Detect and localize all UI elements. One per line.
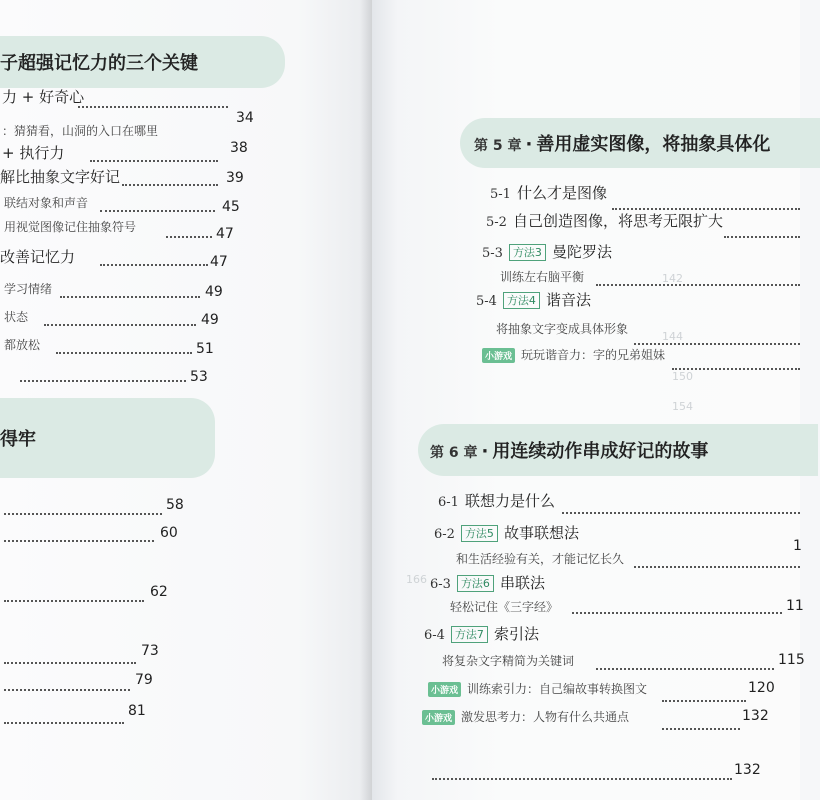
method-badge: 方法4 bbox=[503, 292, 540, 309]
leader-dots bbox=[78, 106, 228, 108]
show-through-text: 166 bbox=[406, 573, 427, 586]
entry-text: 训练索引力：自己编故事转换图文 bbox=[467, 682, 648, 696]
leader-dots bbox=[100, 264, 208, 266]
leader-dots bbox=[4, 662, 136, 664]
toc-entry bbox=[4, 336, 40, 353]
leader-dots bbox=[4, 722, 124, 724]
page-number: 45 bbox=[222, 199, 240, 215]
entry-text: 谐音法 bbox=[545, 291, 591, 309]
toc-subentry bbox=[500, 268, 584, 285]
page-number: 60 bbox=[160, 525, 178, 541]
mini-game-badge: 小游戏 bbox=[428, 682, 461, 697]
chapter-heading bbox=[430, 437, 708, 463]
page-number: 53 bbox=[190, 369, 208, 385]
page-number: 39 bbox=[226, 170, 244, 186]
page-number: 11 bbox=[786, 598, 804, 614]
entry-text: 轻松记住《三字经》 bbox=[450, 600, 559, 614]
toc-subentry bbox=[450, 598, 558, 615]
method-badge: 方法7 bbox=[451, 626, 488, 643]
entry-text: 将抽象文字变成具体形象 bbox=[496, 322, 629, 336]
page-number: 115 bbox=[778, 652, 805, 668]
entry-text: 状态 bbox=[4, 310, 29, 324]
leader-dots bbox=[662, 728, 740, 730]
page-number: 62 bbox=[150, 584, 168, 600]
leader-dots bbox=[596, 284, 800, 286]
entry-text: 用视觉图像记住抽象符号 bbox=[4, 220, 137, 234]
toc-entry bbox=[486, 210, 723, 231]
leader-dots bbox=[662, 700, 746, 702]
method-badge: 方法3 bbox=[509, 244, 546, 261]
toc-subentry bbox=[456, 550, 624, 567]
toc-subentry bbox=[422, 708, 629, 725]
chapter-title: 用连续动作串成好记的故事 bbox=[492, 441, 709, 462]
entry-text: 力 + 好奇心 bbox=[2, 88, 85, 106]
page-number: 73 bbox=[141, 643, 159, 659]
show-through-text: 150 bbox=[672, 370, 693, 383]
toc-entry bbox=[482, 241, 612, 262]
entry-text: 玩玩谐音力：字的兄弟姐妹 bbox=[521, 348, 666, 362]
entry-text: 什么才是图像 bbox=[516, 184, 607, 202]
leader-dots bbox=[122, 184, 218, 186]
section-number: 6-4 bbox=[424, 628, 445, 643]
leader-dots bbox=[4, 513, 162, 515]
toc-entry bbox=[434, 522, 579, 543]
chapter-5-banner bbox=[460, 118, 820, 168]
leader-dots bbox=[596, 668, 774, 670]
toc-entry bbox=[2, 122, 158, 139]
chapter-title: 得牢 bbox=[0, 429, 36, 450]
chapter-title: 子超强记忆力的三个关键 bbox=[0, 53, 198, 74]
leader-dots bbox=[166, 236, 212, 238]
chapter-banner-bottom bbox=[0, 398, 215, 478]
entry-text: 都放松 bbox=[4, 338, 41, 352]
entry-text: 联结对象和声音 bbox=[4, 196, 89, 210]
toc-entry bbox=[438, 490, 555, 511]
entry-text: 和生活经验有关，才能记忆长久 bbox=[456, 552, 625, 566]
leader-dots bbox=[432, 778, 732, 780]
page-number: 79 bbox=[135, 672, 153, 688]
toc-subentry bbox=[442, 652, 574, 669]
chapter-separator: · bbox=[481, 441, 489, 462]
page-number: 47 bbox=[216, 226, 234, 242]
toc-entry bbox=[0, 166, 120, 187]
entry-text: 将复杂文字精简为关键词 bbox=[442, 654, 575, 668]
leader-dots bbox=[60, 296, 200, 298]
right-page bbox=[372, 0, 805, 800]
show-through-text: 142 bbox=[662, 272, 683, 285]
entry-text: 索引法 bbox=[493, 625, 539, 643]
section-number: 5-1 bbox=[490, 187, 511, 202]
leader-dots bbox=[4, 600, 144, 602]
toc-subentry bbox=[482, 346, 665, 363]
show-through-text: 154 bbox=[672, 400, 693, 413]
toc-subentry bbox=[428, 680, 647, 697]
chapter-title: 善用虚实图像，将抽象具体化 bbox=[536, 134, 771, 155]
entry-text: 激发思考力：人物有什么共通点 bbox=[461, 710, 630, 724]
section-number: 5-3 bbox=[482, 246, 503, 261]
leader-dots bbox=[634, 343, 800, 345]
page-number: 49 bbox=[205, 284, 223, 300]
page-number: 58 bbox=[166, 497, 184, 513]
chapter-banner-top bbox=[0, 36, 285, 88]
chapter-separator: · bbox=[525, 134, 533, 155]
left-page bbox=[0, 0, 372, 800]
page-number: 1 bbox=[793, 538, 802, 554]
toc-entry bbox=[0, 246, 75, 267]
show-through-text: 144 bbox=[662, 330, 683, 343]
page-number: 51 bbox=[196, 341, 214, 357]
leader-dots bbox=[562, 512, 800, 514]
leader-dots bbox=[4, 540, 154, 542]
mini-game-badge: 小游戏 bbox=[482, 348, 515, 363]
toc-entry bbox=[4, 218, 136, 235]
section-number: 6-1 bbox=[438, 495, 459, 510]
entry-text: ：猜猜看，山洞的入口在哪里 bbox=[2, 124, 159, 138]
toc-subentry bbox=[496, 320, 628, 337]
page-number: 34 bbox=[236, 110, 254, 126]
page-number: 47 bbox=[210, 254, 228, 270]
method-badge: 方法6 bbox=[457, 575, 494, 592]
entry-text: 解比抽象文字好记 bbox=[0, 168, 121, 186]
leader-dots bbox=[56, 352, 192, 354]
toc-entry bbox=[2, 86, 84, 107]
leader-dots bbox=[90, 160, 218, 162]
chapter-number: 第 6 章 bbox=[430, 445, 478, 461]
leader-dots bbox=[672, 368, 800, 370]
leader-dots bbox=[724, 236, 800, 238]
toc-entry bbox=[424, 623, 539, 644]
page-number: 132 bbox=[742, 708, 769, 724]
chapter-6-banner bbox=[418, 424, 818, 476]
method-badge: 方法5 bbox=[461, 525, 498, 542]
leader-dots bbox=[634, 566, 800, 568]
leader-dots bbox=[100, 210, 215, 212]
section-number: 5-4 bbox=[476, 294, 497, 309]
page-number: 49 bbox=[201, 312, 219, 328]
leader-dots bbox=[4, 689, 130, 691]
mini-game-badge: 小游戏 bbox=[422, 710, 455, 725]
entry-text: 故事联想法 bbox=[503, 524, 579, 542]
entry-text: + 执行力 bbox=[2, 144, 65, 162]
entry-text: 曼陀罗法 bbox=[551, 243, 612, 261]
page-number: 120 bbox=[748, 680, 775, 696]
leader-dots bbox=[20, 380, 186, 382]
entry-text: 串联法 bbox=[499, 574, 545, 592]
page-number: 81 bbox=[128, 703, 146, 719]
entry-text: 改善记忆力 bbox=[0, 248, 76, 266]
toc-entry bbox=[490, 182, 607, 203]
section-number: 6-2 bbox=[434, 527, 455, 542]
chapter-number: 第 5 章 bbox=[474, 138, 522, 154]
toc-entry bbox=[2, 142, 64, 163]
entry-text: 联想力是什么 bbox=[464, 492, 555, 510]
section-number: 6-3 bbox=[430, 577, 451, 592]
toc-entry bbox=[4, 194, 88, 211]
leader-dots bbox=[44, 324, 196, 326]
section-number: 5-2 bbox=[486, 215, 507, 230]
toc-entry bbox=[4, 280, 52, 297]
page-number: 132 bbox=[734, 762, 761, 778]
entry-text: 自己创造图像，将思考无限扩大 bbox=[512, 212, 723, 230]
leader-dots bbox=[572, 612, 782, 614]
chapter-heading bbox=[474, 130, 770, 156]
toc-entry bbox=[476, 289, 591, 310]
page-number: 38 bbox=[230, 140, 248, 156]
toc-entry bbox=[430, 572, 545, 593]
entry-text: 训练左右脑平衡 bbox=[500, 270, 585, 284]
toc-entry bbox=[4, 308, 28, 325]
entry-text: 学习情绪 bbox=[4, 282, 53, 296]
